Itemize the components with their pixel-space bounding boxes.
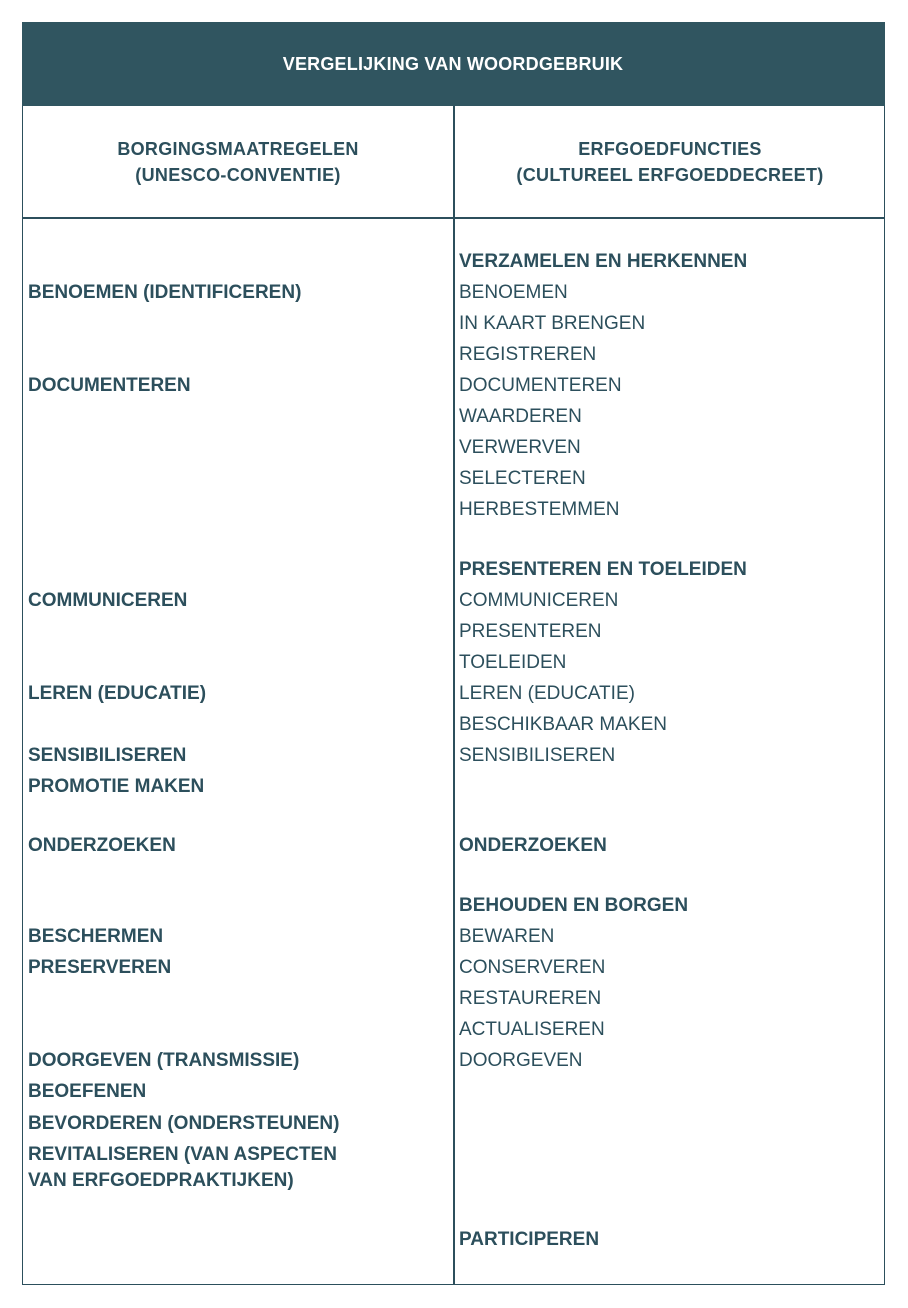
right-category: ONDERZOEKEN [459,835,607,856]
right-item: LEREN (EDUCATIE) [459,683,635,704]
right-item: TOELEIDEN [459,652,567,673]
left-item: BESCHERMEN [28,926,164,947]
left-item: REVITALISEREN (VAN ASPECTEN [28,1144,337,1165]
right-item: RESTAUREREN [459,988,602,1009]
right-item: WAARDEREN [459,406,582,427]
right-item: DOCUMENTEREN [459,375,622,396]
table-title: VERGELIJKING VAN WOORDGEBRUIK [22,22,885,106]
left-column-header [23,136,453,188]
right-item: DOORGEVEN [459,1050,583,1071]
left-item: LEREN (EDUCATIE) [28,683,207,704]
left-header-line: (UNESCO-CONVENTIE) [135,165,341,185]
left-item: DOORGEVEN (TRANSMISSIE) [28,1050,300,1071]
right-category: VERZAMELEN EN HERKENNEN [459,251,748,272]
right-item: IN KAART BRENGEN [459,313,646,334]
header-divider [23,217,884,219]
right-category: PARTICIPEREN [459,1229,600,1250]
right-column-header [455,136,885,188]
left-item: ONDERZOEKEN [28,835,176,856]
right-item: BEWAREN [459,926,555,947]
left-item: BEOEFENEN [28,1081,147,1102]
left-item: DOCUMENTEREN [28,375,191,396]
column-divider [453,106,455,1284]
right-header-line: (CULTUREEL ERFGOEDDECREET) [516,165,824,185]
right-item: PRESENTEREN [459,621,602,642]
right-item: SENSIBILISEREN [459,745,616,766]
right-item: CONSERVEREN [459,957,606,978]
left-item: PROMOTIE MAKEN [28,776,205,797]
left-item: PRESERVEREN [28,957,172,978]
left-item: BEVORDEREN (ONDERSTEUNEN) [28,1113,340,1134]
right-item: HERBESTEMMEN [459,499,620,520]
right-item: REGISTREREN [459,344,597,365]
comparison-table [22,22,885,1285]
right-item: BENOEMEN [459,282,568,303]
left-item: VAN ERFGOEDPRAKTIJKEN) [28,1170,294,1191]
right-category: PRESENTEREN EN TOELEIDEN [459,559,747,580]
right-item: COMMUNICEREN [459,590,619,611]
right-item: VERWERVEN [459,437,581,458]
right-header-line: ERFGOEDFUNCTIES [578,139,762,159]
right-item: ACTUALISEREN [459,1019,605,1040]
left-item: SENSIBILISEREN [28,745,187,766]
right-item: SELECTEREN [459,468,586,489]
right-category: BEHOUDEN EN BORGEN [459,895,689,916]
right-item: BESCHIKBAAR MAKEN [459,714,667,735]
left-header-line: BORGINGSMAATREGELEN [117,139,359,159]
left-item: COMMUNICEREN [28,590,188,611]
left-item: BENOEMEN (IDENTIFICEREN) [28,282,302,303]
